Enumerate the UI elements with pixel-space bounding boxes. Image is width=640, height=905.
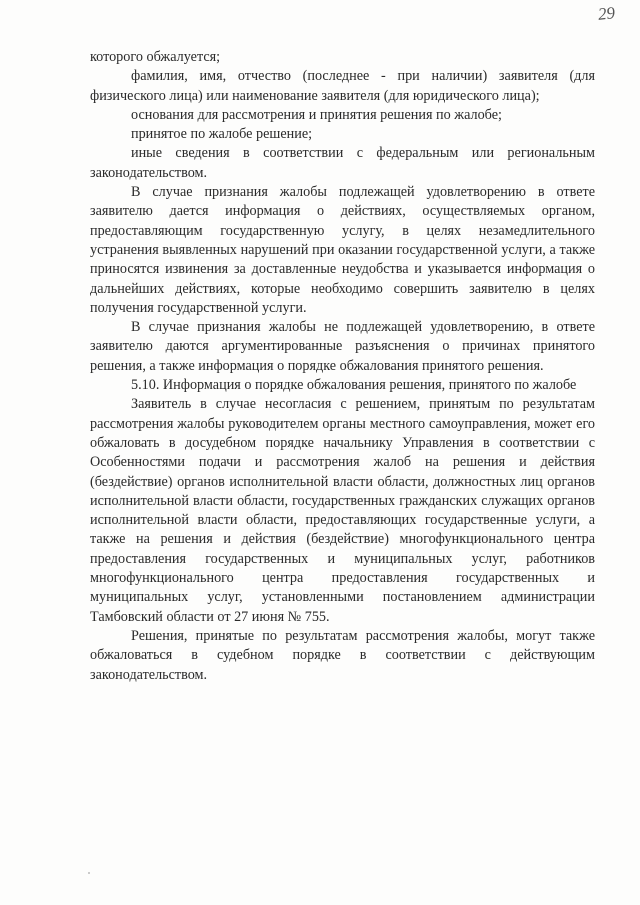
document-body <box>90 48 595 685</box>
paragraph-4: принятое по жалобе решение; <box>131 126 313 143</box>
paragraph-5: иные сведения в соответствии с федеральным или региональным законодательством. <box>90 145 595 181</box>
section-heading-5-10: 5.10. Информация о порядке обжалования решения, принятого по жалобе <box>131 377 577 394</box>
paragraph-3: основания для рассмотрения и принятия решения по жалобе; <box>131 106 502 123</box>
paragraph-1: которого обжалуется; <box>90 49 221 65</box>
paragraph-7: В случае признания жалобы не подлежащей удовлетворению, в ответе заявителю даются аргументированные разъяснения о причинах принятого решения, а также информация о порядке обжалования принятого решения. <box>90 319 595 374</box>
page-number: 29 <box>597 3 616 24</box>
paragraph-9: Решения, принятые по результатам рассмотрения жалобы, могут также обжаловаться в судебном порядке в соответствии с действующим законодательством. <box>90 627 595 683</box>
paragraph-8: Заявитель в случае несогласия с решением, принятым по результатам рассмотрения жалобы руководителем органы местного самоуправления, может его обжаловать в досудебном порядке начальнику Управления в соответствии с Особенностями подачи и рассмотрения жалоб на решения и действия (бездействие) органов исполнительной власти области, должностных лиц органов исполнительной власти области, государственных гражданских служащих органов исполнительной власти области, предоставляющих государственные услуги, а также на решения и действия (бездействие) многофункционального центра предоставления государственных и муниципальных услуг, работников многофункционального центра предоставления государственных и муниципальных услуг, установленными постановлением администрации Тамбовский области от 27 июня № 755. <box>90 396 595 625</box>
paragraph-6: В случае признания жалобы подлежащей удовлетворению в ответе заявителю дается информация о действиях, осуществляемых органом, предоставляющим государственную услугу, в целях незамедлительного устранения выявленных нарушений при оказании государственной услуги, а также приносятся извинения за доставленные неудобства и указывается информация о дальнейших действиях, которые необходимо совершить заявителю в целях получения государственной услуги. <box>90 184 595 316</box>
scan-speck <box>88 872 90 874</box>
paragraph-2: фамилия, имя, отчество (последнее - при наличии) заявителя (для физического лица) или наименование заявителя (для юридического лица); <box>90 68 595 104</box>
